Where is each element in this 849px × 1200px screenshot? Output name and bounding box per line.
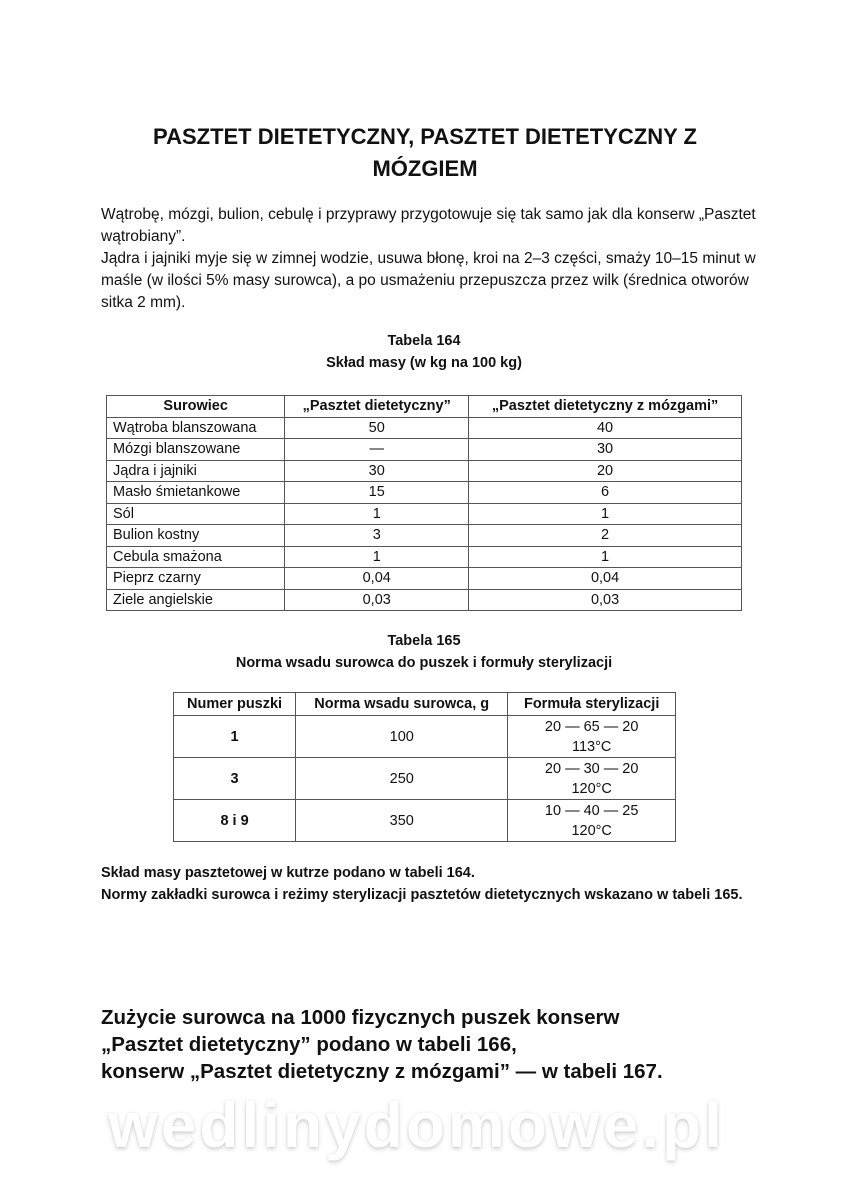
- table-cell: 2: [469, 525, 742, 547]
- formula-times: 20 — 30 — 20: [544, 760, 639, 777]
- table-cell: 0,03: [469, 589, 742, 611]
- table-cell: Wątroba blanszowana: [107, 417, 285, 439]
- table-row: [107, 417, 742, 439]
- column-header: „Pasztet dietetyczny”: [285, 396, 469, 418]
- sterilization-formula-cell: [508, 716, 676, 758]
- notes: [101, 862, 761, 906]
- table-cell: 15: [285, 482, 469, 504]
- table-cell: 1: [285, 546, 469, 568]
- table-row: [107, 546, 742, 568]
- usage-line: Zużycie surowca na 1000 fizycznych puszek konserw: [101, 1006, 620, 1029]
- note-line: Skład masy pasztetowej w kutrze podano w tabeli 164.: [101, 865, 475, 881]
- page-title: PASZTET DIETETYCZNY, PASZTET DIETETYCZNY Z MÓZGIEM: [153, 124, 697, 181]
- table-165-caption: [106, 630, 742, 674]
- table-row: [174, 800, 676, 842]
- table-164: [106, 395, 742, 611]
- table-cell: 100: [296, 716, 508, 758]
- table-row: [107, 568, 742, 590]
- usage-text: [101, 1004, 801, 1085]
- table-row: [107, 503, 742, 525]
- column-header: Norma wsadu surowca, g: [296, 693, 508, 716]
- table-title: Skład masy (w kg na 100 kg): [326, 355, 522, 371]
- table-cell: 40: [469, 417, 742, 439]
- table-row: [107, 482, 742, 504]
- table-header-row: [107, 396, 742, 418]
- table-cell: 0,03: [285, 589, 469, 611]
- table-164-caption: [106, 330, 742, 374]
- usage-line: konserw „Pasztet dietetyczny z mózgami” — w tabeli 167.: [101, 1060, 663, 1083]
- column-header: Formuła sterylizacji: [508, 693, 676, 716]
- table-165: [173, 692, 676, 842]
- intro-text: [101, 204, 761, 314]
- watermark: wedlinydomowe.pl: [108, 1089, 725, 1161]
- usage-line: „Pasztet dietetyczny” podano w tabeli 166,: [101, 1033, 517, 1056]
- table-number: Tabela 165: [387, 633, 461, 649]
- table-cell: 3: [285, 525, 469, 547]
- column-header: Surowiec: [107, 396, 285, 418]
- note-line: Normy zakładki surowca i reżimy sterylizacji pasztetów dietetycznych wskazano w tabeli 165.: [101, 887, 743, 903]
- table-cell: 0,04: [285, 568, 469, 590]
- formula-times: 10 — 40 — 25: [544, 802, 639, 819]
- table-cell: 1: [174, 716, 296, 758]
- table-row: [174, 716, 676, 758]
- table-number: Tabela 164: [387, 333, 461, 349]
- column-header: „Pasztet dietetyczny z mózgami”: [469, 396, 742, 418]
- table-cell: 30: [469, 439, 742, 461]
- table-cell: Pieprz czarny: [107, 568, 285, 590]
- table-cell: 350: [296, 800, 508, 842]
- formula-times: 20 — 65 — 20: [544, 718, 639, 735]
- table-row: [107, 589, 742, 611]
- table-cell: 0,04: [469, 568, 742, 590]
- formula-temperature: 113°C: [571, 738, 612, 755]
- table-cell: Masło śmietankowe: [107, 482, 285, 504]
- column-header: Numer puszki: [174, 693, 296, 716]
- table-row: [107, 439, 742, 461]
- table-row: [107, 460, 742, 482]
- table-cell: 1: [469, 546, 742, 568]
- sterilization-formula-cell: [508, 758, 676, 800]
- table-cell: 3: [174, 758, 296, 800]
- table-cell: 6: [469, 482, 742, 504]
- formula-temperature: 120°C: [571, 780, 612, 797]
- table-cell: Ziele angielskie: [107, 589, 285, 611]
- table-row: [174, 758, 676, 800]
- table-cell: Jądra i jajniki: [107, 460, 285, 482]
- table-title: Norma wsadu surowca do puszek i formuły sterylizacji: [235, 655, 613, 671]
- table-row: [107, 525, 742, 547]
- formula-temperature: 120°C: [571, 822, 612, 839]
- table-header-row: [174, 693, 676, 716]
- intro-paragraph: Jądra i jajniki myje się w zimnej wodzie, usuwa błonę, kroi na 2–3 części, smaży 10–15 minut w maśle (w ilości 5% masy surowca), a po usmażeniu przepuszcza przez wilk (średnica otworów sitka 2 mm).: [101, 250, 756, 311]
- intro-paragraph: Wątrobę, mózgi, bulion, cebulę i przyprawy przygotowuje się tak samo jak dla konserw „Pasztet wątrobiany”.: [101, 206, 756, 245]
- table-cell: 250: [296, 758, 508, 800]
- table-cell: 1: [285, 503, 469, 525]
- table-cell: 8 i 9: [174, 800, 296, 842]
- sterilization-formula-cell: [508, 800, 676, 842]
- table-cell: 20: [469, 460, 742, 482]
- table-cell: Mózgi blanszowane: [107, 439, 285, 461]
- table-cell: 50: [285, 417, 469, 439]
- table-cell: —: [285, 439, 469, 461]
- table-cell: 30: [285, 460, 469, 482]
- table-cell: Cebula smażona: [107, 546, 285, 568]
- table-cell: Bulion kostny: [107, 525, 285, 547]
- table-cell: 1: [469, 503, 742, 525]
- table-cell: Sól: [107, 503, 285, 525]
